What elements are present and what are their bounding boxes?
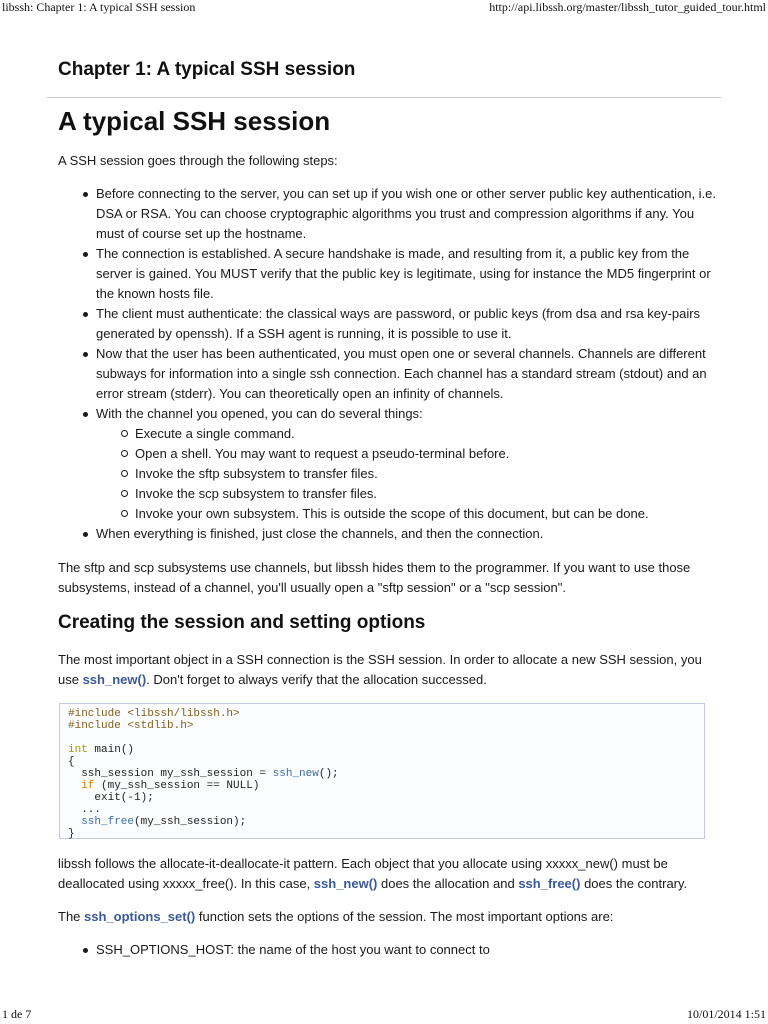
session-text-after: . Don't forget to always verify that the allocation successed. bbox=[146, 672, 487, 687]
list-item-text: When everything is finished, just close the channels, and then the connection. bbox=[96, 526, 544, 541]
chapter-title: Chapter 1: A typical SSH session bbox=[58, 59, 356, 80]
header-divider bbox=[47, 97, 721, 98]
code-line: exit(-1); bbox=[68, 792, 154, 804]
allocate-text-2: does the allocation and bbox=[377, 876, 519, 891]
code-text: ssh_session my_ssh_session = bbox=[68, 768, 273, 780]
section-title: Creating the session and setting options bbox=[58, 612, 426, 633]
list-item-text: The client must authenticate: the classical ways are password, or public keys (from dsa and rsa key-pairs generated by openssh). If a SSH agent is running, it is possible to use it. bbox=[96, 306, 701, 341]
code-line bbox=[68, 780, 696, 792]
print-header-title: libssh: Chapter 1: A typical SSH session bbox=[2, 0, 196, 14]
code-line: } bbox=[68, 828, 75, 840]
steps-list bbox=[58, 184, 718, 544]
list-item bbox=[96, 524, 718, 544]
doc-header bbox=[58, 55, 718, 85]
allocate-text-1: libssh follows the allocate-it-deallocate-it pattern. Each object that you allocate using xxxxx_new() must be deallocated using xxxxx_free(). In this case, bbox=[58, 856, 668, 891]
list-item bbox=[96, 244, 718, 304]
ssh-options-set-link[interactable]: ssh_options_set() bbox=[84, 909, 196, 924]
sub-list-item bbox=[135, 424, 718, 444]
code-line: #include <stdlib.h> bbox=[68, 720, 194, 732]
code-function: ssh_new bbox=[272, 768, 319, 780]
list-item-text: Now that the user has been authenticated, you must open one or several channels. Channels are different subways for information into a single ssh connection. Each channel has a standard stream (stdout) and an error stream (stderr). You can theoretically open an infinity of channels. bbox=[96, 346, 707, 401]
code-function: ssh_free bbox=[81, 816, 135, 828]
list-item-text: The connection is established. A secure handshake is made, and resulting from it, a public key from the server is gained. You MUST verify that the public key is legitimate, using for instance the MD5 fingerprint or the known hosts file. bbox=[96, 246, 711, 301]
sub-list-item-text: Invoke your own subsystem. This is outside the scope of this document, but can be done. bbox=[135, 506, 649, 521]
code-text: (); bbox=[318, 768, 339, 780]
list-item-text: Before connecting to the server, you can set up if you wish one or other server public key authentication, i.e. DSA or RSA. You can choose cryptographic algorithms you trust and compression algorithms if any. You must of course set up the hostname. bbox=[96, 186, 717, 241]
code-text: (my_ssh_session); bbox=[134, 816, 247, 828]
options-text-1: The bbox=[58, 909, 85, 924]
ssh-free-link[interactable]: ssh_free() bbox=[518, 876, 581, 891]
option-item-text: SSH_OPTIONS_HOST: the name of the host you want to connect to bbox=[96, 942, 490, 957]
list-item bbox=[96, 344, 718, 404]
code-line bbox=[68, 768, 696, 780]
code-text: (my_ssh_session == NULL) bbox=[94, 780, 260, 792]
page-title: A typical SSH session bbox=[58, 106, 331, 136]
sub-list-item bbox=[135, 484, 718, 504]
sub-list-item bbox=[135, 444, 718, 464]
code-text: main() bbox=[87, 744, 135, 756]
print-header-url: http://api.libssh.org/master/libssh_tutor_guided_tour.html bbox=[489, 0, 766, 14]
sub-list-item-text: Invoke the scp subsystem to transfer files. bbox=[135, 486, 378, 501]
sub-list-item bbox=[135, 504, 718, 524]
code-line-blank bbox=[68, 732, 696, 744]
list-item bbox=[96, 404, 718, 524]
options-text-2: function sets the options of the session. The most important options are: bbox=[195, 909, 614, 924]
intro-paragraph: A SSH session goes through the following steps: bbox=[58, 153, 338, 168]
sub-list-item bbox=[135, 464, 718, 484]
session-paragraph bbox=[58, 650, 718, 690]
list-item bbox=[96, 184, 718, 244]
code-block bbox=[59, 703, 705, 839]
ssh-new-link[interactable]: ssh_new() bbox=[82, 672, 147, 687]
code-keyword: int bbox=[68, 744, 88, 756]
code-line: { bbox=[68, 756, 75, 768]
channel-things-list bbox=[96, 424, 718, 524]
options-paragraph bbox=[58, 907, 718, 927]
print-header bbox=[0, 0, 768, 16]
sub-list-item-text: Execute a single command. bbox=[135, 426, 295, 441]
list-item bbox=[96, 304, 718, 344]
code-line bbox=[68, 816, 696, 828]
sub-list-item-text: Open a shell. You may want to request a pseudo-terminal before. bbox=[135, 446, 510, 461]
code-line bbox=[68, 744, 696, 756]
options-list bbox=[58, 940, 490, 960]
print-footer bbox=[0, 1006, 768, 1024]
code-line: #include <libssh/libssh.h> bbox=[68, 708, 240, 720]
page-counter: 1 de 7 bbox=[2, 1007, 32, 1021]
print-timestamp: 10/01/2014 1:51 bbox=[686, 1007, 766, 1021]
sub-list-item-text: Invoke the sftp subsystem to transfer files. bbox=[135, 466, 378, 481]
list-item bbox=[96, 940, 490, 960]
subsystems-paragraph: The sftp and scp subsystems use channels, but libssh hides them to the programmer. If you want to use those subsystems, instead of a channel, you'll usually open a "sftp session" or a "scp session". bbox=[58, 560, 691, 595]
code-keyword: if bbox=[81, 780, 95, 792]
allocate-text-3: does the contrary. bbox=[580, 876, 688, 891]
code-line: ... bbox=[68, 804, 102, 816]
ssh-new-link[interactable]: ssh_new() bbox=[313, 876, 378, 891]
list-item-text: With the channel you opened, you can do several things: bbox=[96, 406, 423, 421]
session-text-before: The most important object in a SSH connection is the SSH session. In order to allocate a new SSH session, you use bbox=[58, 652, 702, 687]
allocate-paragraph bbox=[58, 854, 718, 894]
